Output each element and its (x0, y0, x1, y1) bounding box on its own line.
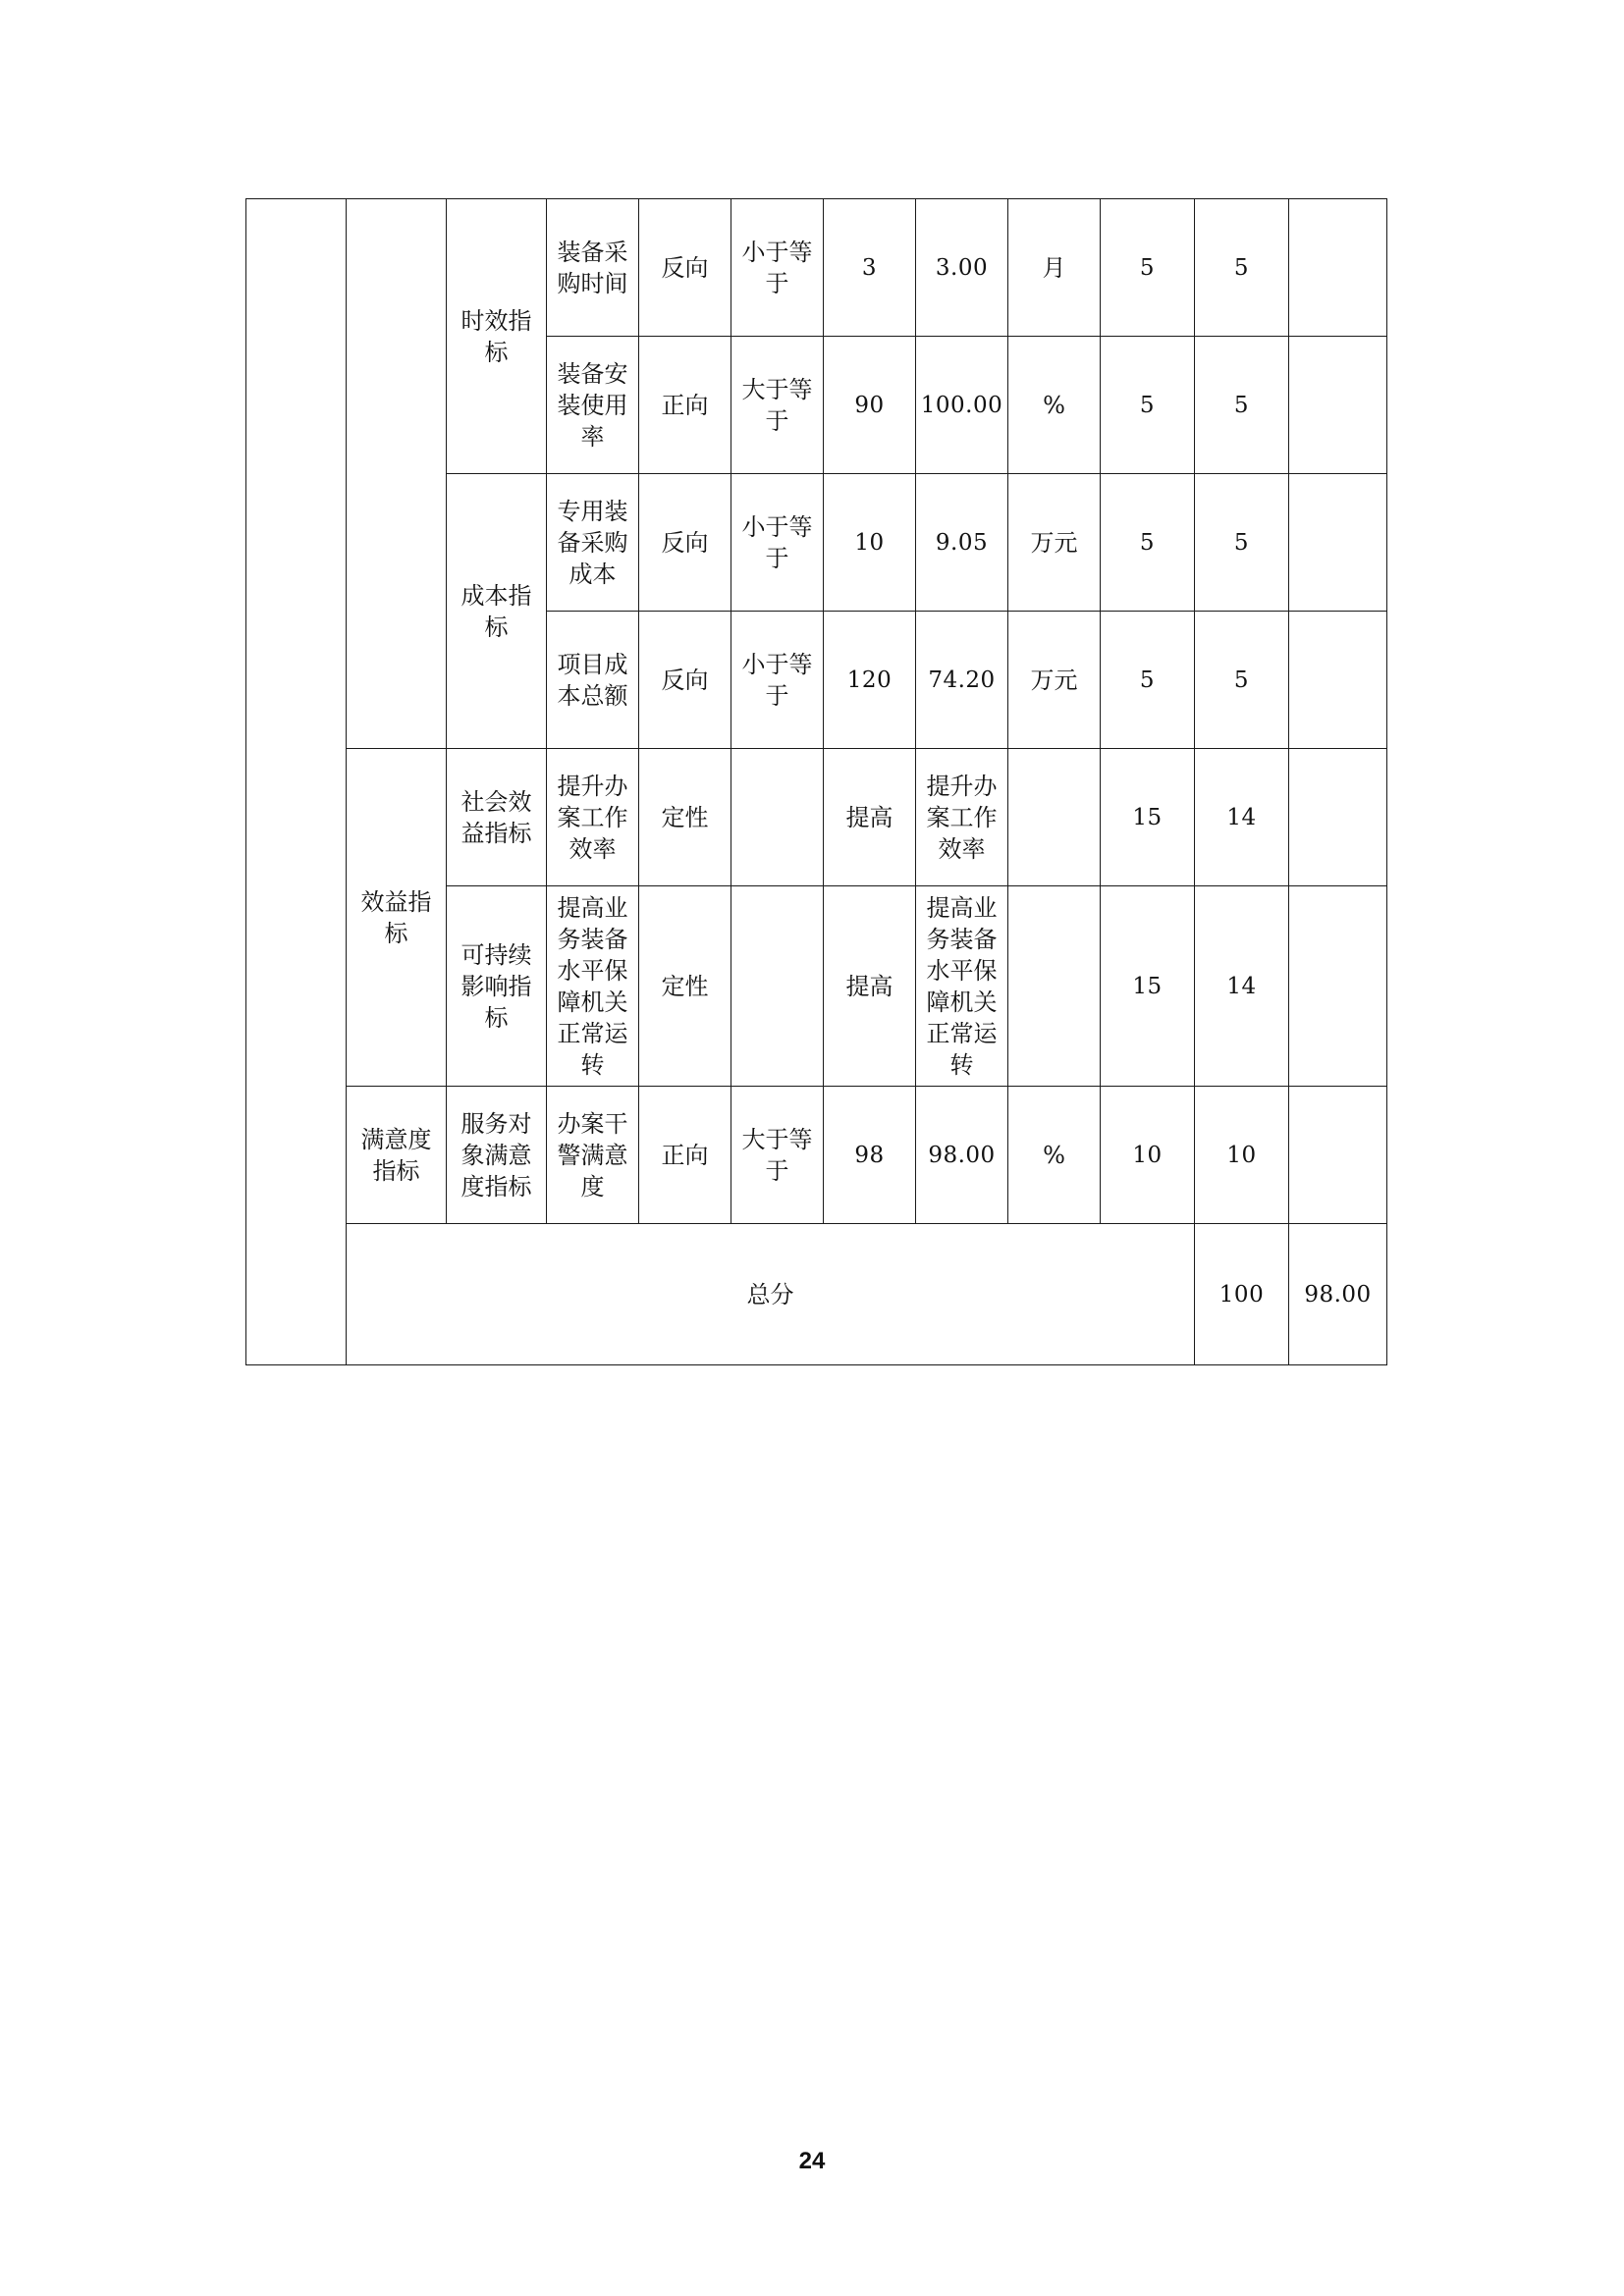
indicator-unit: % (1008, 337, 1101, 474)
indicator-score: 5 (1195, 474, 1289, 612)
table-row (246, 749, 1387, 886)
indicator-operator: 小于等 于 (731, 612, 824, 749)
first-level-indicator-cell (246, 199, 347, 1365)
indicator-remark (1289, 337, 1387, 474)
indicator-remark (1289, 474, 1387, 612)
indicator-actual: 3.00 (916, 199, 1008, 337)
indicator-score: 5 (1195, 612, 1289, 749)
indicator-operator (731, 749, 824, 886)
benefit-indicator-label: 效益指 标 (347, 749, 447, 1087)
indicator-weight: 5 (1101, 474, 1195, 612)
indicator-direction: 反向 (639, 474, 731, 612)
indicator-actual: 98.00 (916, 1087, 1008, 1224)
total-label: 总分 (347, 1224, 1195, 1365)
cost-indicator-label: 成本指 标 (447, 474, 547, 749)
indicator-actual: 9.05 (916, 474, 1008, 612)
indicator-actual: 74.20 (916, 612, 1008, 749)
indicator-direction: 正向 (639, 1087, 731, 1224)
indicator-operator: 大于等 于 (731, 1087, 824, 1224)
indicator-score: 5 (1195, 337, 1289, 474)
indicator-name: 办案干 警满意 度 (547, 1087, 639, 1224)
indicator-target: 120 (824, 612, 916, 749)
indicator-name: 专用装 备采购 成本 (547, 474, 639, 612)
indicator-weight: 5 (1101, 612, 1195, 749)
indicator-name: 装备采 购时间 (547, 199, 639, 337)
indicator-target: 90 (824, 337, 916, 474)
indicator-actual: 提高业 务装备 水平保 障机关 正常运 转 (916, 886, 1008, 1087)
second-level-indicator-cell (347, 199, 447, 749)
indicator-weight: 10 (1101, 1087, 1195, 1224)
indicator-unit: % (1008, 1087, 1101, 1224)
indicator-direction: 正向 (639, 337, 731, 474)
indicator-unit: 万元 (1008, 612, 1101, 749)
indicator-direction: 反向 (639, 612, 731, 749)
table-row (246, 199, 1387, 337)
indicator-unit: 月 (1008, 199, 1101, 337)
indicator-name: 项目成 本总额 (547, 612, 639, 749)
indicator-direction: 反向 (639, 199, 731, 337)
indicator-direction: 定性 (639, 749, 731, 886)
indicator-actual: 提升办 案工作 效率 (916, 749, 1008, 886)
indicator-score: 5 (1195, 199, 1289, 337)
total-score: 98.00 (1289, 1224, 1387, 1365)
indicator-target: 提高 (824, 749, 916, 886)
indicator-target: 10 (824, 474, 916, 612)
sustainable-impact-label: 可持续 影响指 标 (447, 886, 547, 1087)
indicator-name: 装备安 装使用 率 (547, 337, 639, 474)
timeliness-indicator-label: 时效指 标 (447, 199, 547, 474)
table-row (246, 1087, 1387, 1224)
indicator-operator: 小于等 于 (731, 474, 824, 612)
indicator-operator (731, 886, 824, 1087)
indicator-remark (1289, 886, 1387, 1087)
indicator-weight: 15 (1101, 886, 1195, 1087)
indicator-target: 98 (824, 1087, 916, 1224)
indicator-score: 10 (1195, 1087, 1289, 1224)
satisfaction-indicator-label: 满意度 指标 (347, 1087, 447, 1224)
indicator-score: 14 (1195, 886, 1289, 1087)
indicator-score: 14 (1195, 749, 1289, 886)
indicator-unit (1008, 749, 1101, 886)
indicator-operator: 大于等 于 (731, 337, 824, 474)
social-benefit-label: 社会效 益指标 (447, 749, 547, 886)
indicator-remark (1289, 1087, 1387, 1224)
indicator-actual: 100.00 (916, 337, 1008, 474)
indicator-weight: 15 (1101, 749, 1195, 886)
indicator-operator: 小于等 于 (731, 199, 824, 337)
indicator-remark (1289, 612, 1387, 749)
total-row (246, 1224, 1387, 1365)
indicator-unit: 万元 (1008, 474, 1101, 612)
indicator-direction: 定性 (639, 886, 731, 1087)
service-satisfaction-label: 服务对 象满意 度指标 (447, 1087, 547, 1224)
total-weight: 100 (1195, 1224, 1289, 1365)
indicator-weight: 5 (1101, 337, 1195, 474)
indicator-unit (1008, 886, 1101, 1087)
indicator-name: 提高业 务装备 水平保 障机关 正常运 转 (547, 886, 639, 1087)
indicator-target: 提高 (824, 886, 916, 1087)
indicator-name: 提升办 案工作 效率 (547, 749, 639, 886)
indicator-weight: 5 (1101, 199, 1195, 337)
page-number: 24 (798, 2148, 826, 2174)
indicator-target: 3 (824, 199, 916, 337)
indicator-remark (1289, 199, 1387, 337)
performance-indicator-table (245, 198, 1387, 1365)
indicator-remark (1289, 749, 1387, 886)
